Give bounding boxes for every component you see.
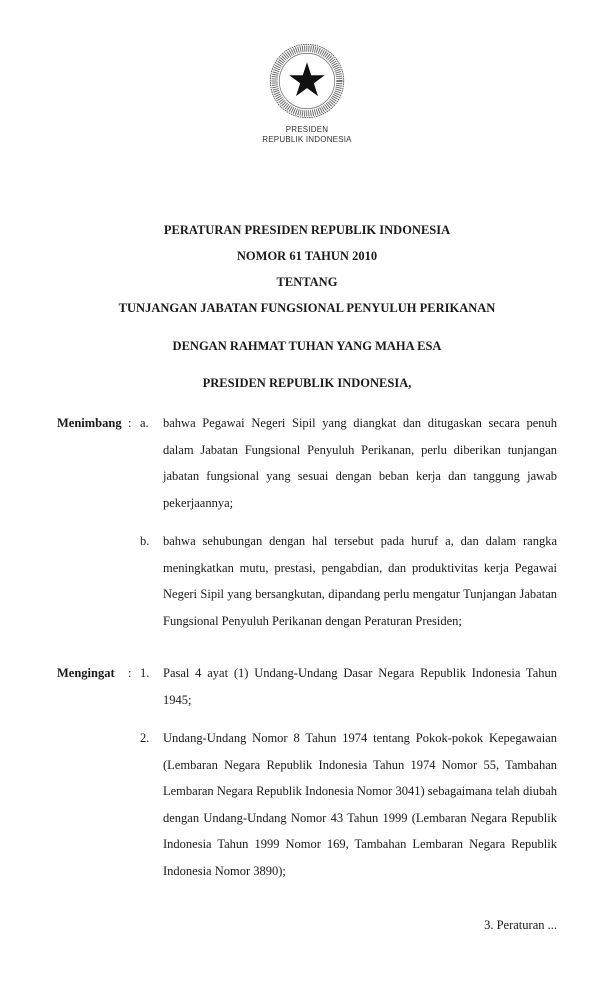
authority-line: PRESIDEN REPUBLIK INDONESIA, bbox=[202, 376, 412, 390]
item-marker: a. bbox=[140, 416, 149, 430]
item-text: bahwa Pegawai Negeri Sipil yang diangkat dan ditugaskan secara penuh dalam Jabatan Fungsional Penyuluh Perikanan, perlu diberikan tunjangan jabatan fungsional yang sesuai dengan beban kerja dan tanggung jawab pekerjaannya; bbox=[163, 416, 557, 510]
section-label-mengingat: Mengingat bbox=[57, 666, 115, 680]
document-header bbox=[57, 42, 557, 145]
org-name bbox=[57, 125, 557, 145]
section-mengingat bbox=[57, 660, 557, 884]
page-catchword: 3. Peraturan ... bbox=[484, 918, 557, 932]
section-colon: : bbox=[128, 666, 132, 680]
item-text: Undang-Undang Nomor 8 Tahun 1974 tentang Pokok-pokok Kepegawaian (Lembaran Negara Republik Indonesia Tahun 1974 Nomor 55, Tambahan Lembaran Negara Republik Indonesia Nomor 3041) sebagaimana telah diubah dengan Undang-Undang Nomor 43 Tahun 1999 (Lembaran Negara Republik Indonesia Tahun 1999 Nomor 169, Tambahan Lembaran Negara Republik Indonesia Nomor 3890); bbox=[163, 731, 557, 878]
item-marker: 1. bbox=[140, 666, 150, 680]
invocation-line: DENGAN RAHMAT TUHAN YANG MAHA ESA bbox=[172, 339, 442, 353]
item-marker: 2. bbox=[140, 731, 150, 745]
regulation-subject: TUNJANGAN JABATAN FUNGSIONAL PENYULUH PERIKANAN bbox=[118, 301, 496, 315]
list-item bbox=[140, 660, 557, 713]
org-line-republik-indonesia: REPUBLIK INDONESIA bbox=[262, 135, 352, 144]
section-label-menimbang: Menimbang bbox=[57, 416, 122, 430]
title-block bbox=[57, 217, 557, 396]
list-item bbox=[140, 725, 557, 884]
presidential-star-seal-icon bbox=[268, 42, 346, 120]
list-item bbox=[140, 410, 557, 516]
item-text: bahwa sehubungan dengan hal tersebut pada huruf a, dan dalam rangka meningkatkan mutu, prestasi, pengabdian, dan produktivitas kerja Pegawai Negeri Sipil yang bersangkutan, dipandang perlu mengatur Tunjangan Jabatan Fungsional Penyuluh Perikanan dengan Peraturan Presiden; bbox=[163, 534, 557, 628]
menimbang-items bbox=[140, 410, 557, 634]
section-menimbang bbox=[57, 410, 557, 634]
mengingat-items bbox=[140, 660, 557, 884]
section-colon: : bbox=[128, 416, 132, 430]
regulation-number: NOMOR 61 TAHUN 2010 bbox=[236, 249, 378, 263]
regulation-name: PERATURAN PRESIDEN REPUBLIK INDONESIA bbox=[163, 223, 451, 237]
item-text: Pasal 4 ayat (1) Undang-Undang Dasar Negara Republik Indonesia Tahun 1945; bbox=[163, 666, 557, 707]
item-marker: b. bbox=[140, 534, 150, 548]
tentang-label: TENTANG bbox=[276, 275, 338, 289]
org-line-presiden: PRESIDEN bbox=[285, 125, 329, 134]
list-item bbox=[140, 528, 557, 634]
